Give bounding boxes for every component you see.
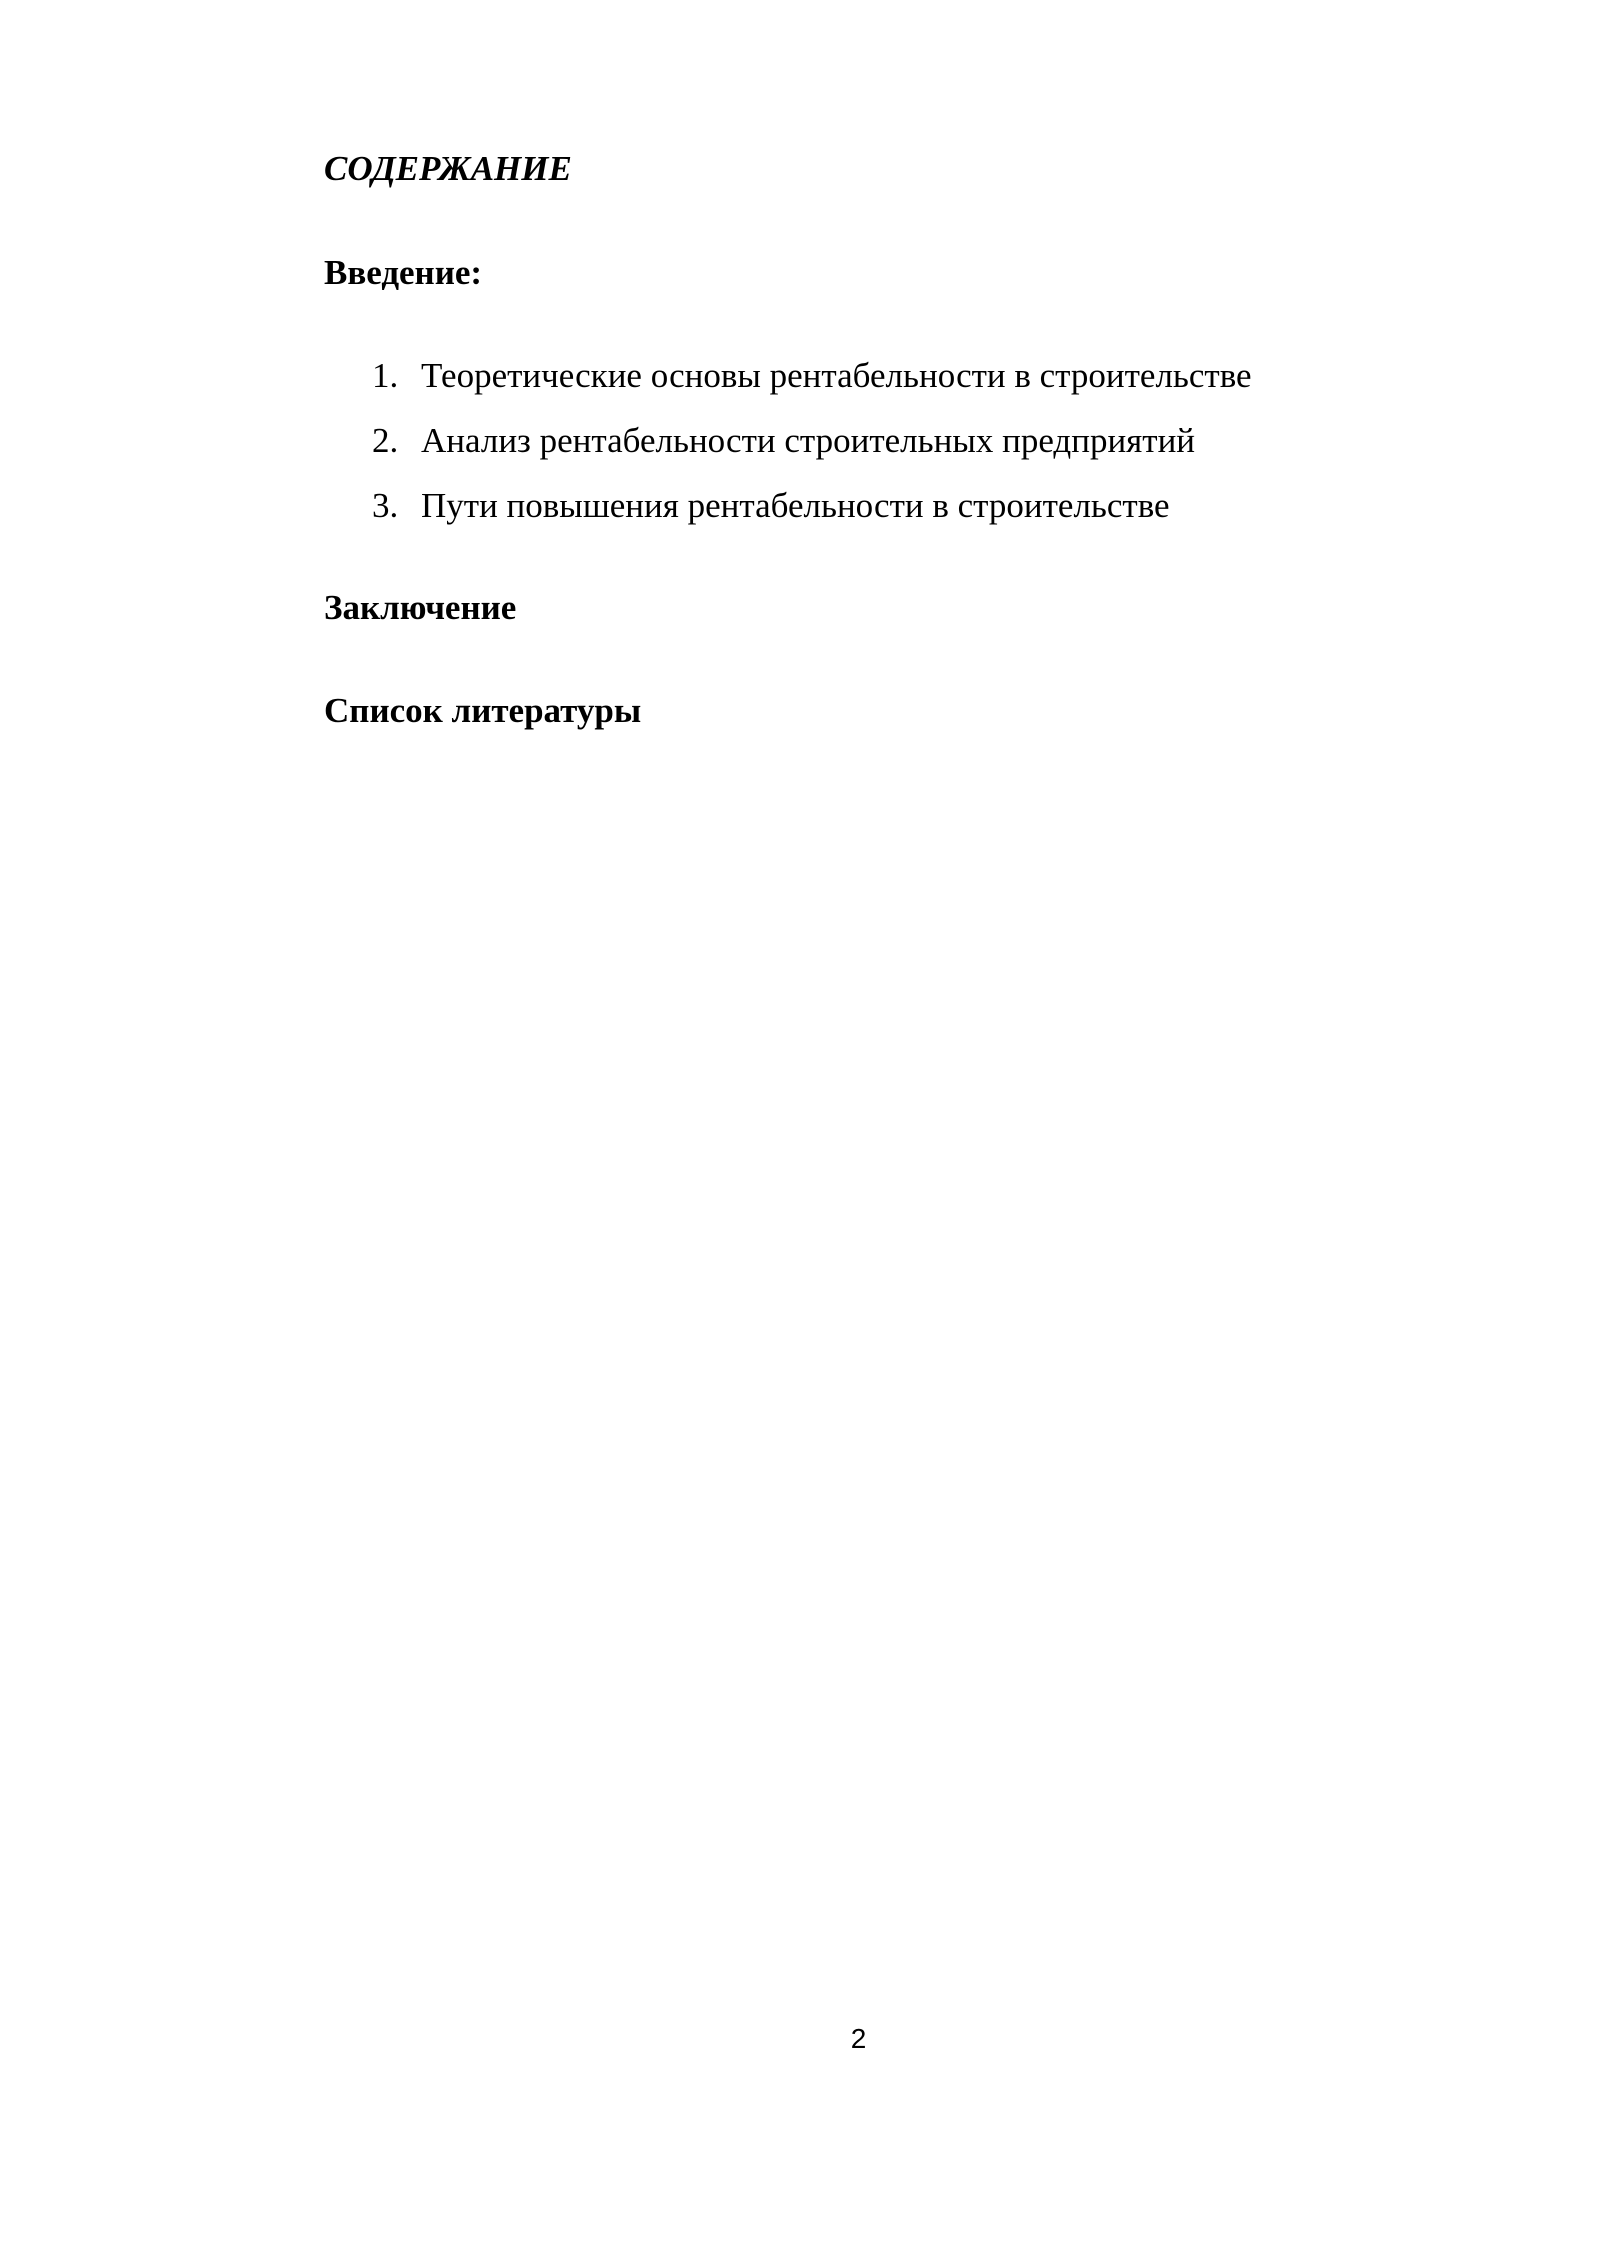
toc-heading: СОДЕРЖАНИЕ xyxy=(324,149,572,188)
toc-entry-introduction: Введение: xyxy=(324,253,483,292)
toc-chapter-number: 2. xyxy=(372,421,399,460)
toc-chapter-number: 3. xyxy=(372,486,399,525)
toc-entry-bibliography: Список литературы xyxy=(324,691,642,730)
page-number: 2 xyxy=(850,2023,867,2054)
toc-chapter-number: 1. xyxy=(372,356,399,395)
toc-chapter-title: Теоретические основы рентабельности в строительстве xyxy=(421,356,1252,395)
toc-chapter-title: Анализ рентабельности строительных предприятий xyxy=(421,421,1196,460)
toc-chapter-title: Пути повышения рентабельности в строительстве xyxy=(421,486,1170,525)
toc-entry-conclusion: Заключение xyxy=(324,588,517,627)
